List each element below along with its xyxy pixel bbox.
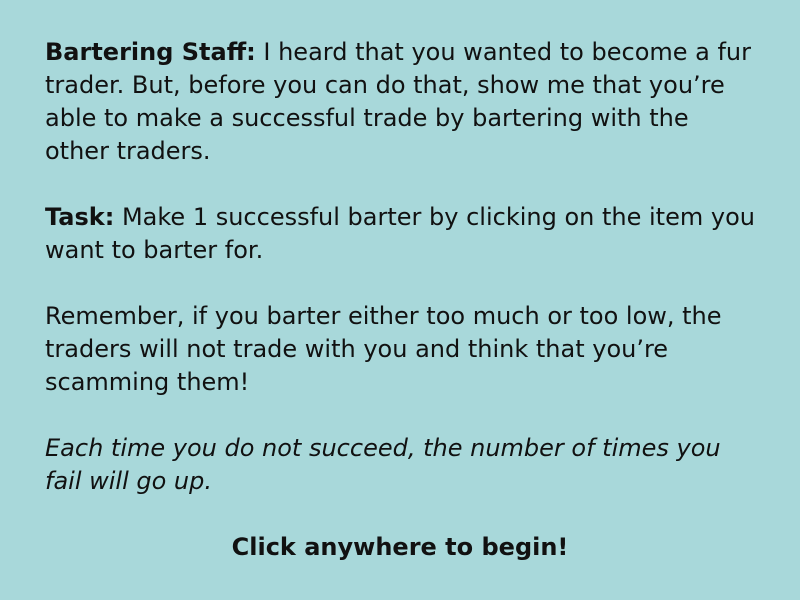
reminder-text: Remember, if you barter either too much or too low, the traders will not trade with you and think that you’re scamming them! <box>45 302 722 396</box>
click-to-begin-prompt[interactable]: Click anywhere to begin! <box>231 533 569 561</box>
dialog-text: I heard that you wanted to become a fur trader. But, before you can do that, show me that you’re able to make a successful trade by bartering with the other traders. <box>45 38 752 165</box>
task-label: Task: <box>45 203 115 231</box>
task-text: Make 1 successful barter by clicking on the item you want to barter for. <box>45 203 755 264</box>
task-paragraph <box>45 201 755 267</box>
speaker-label: Bartering Staff: <box>45 38 256 66</box>
dialog-paragraph <box>45 36 755 168</box>
fail-note: Each time you do not succeed, the number of times you fail will go up. <box>45 434 721 495</box>
